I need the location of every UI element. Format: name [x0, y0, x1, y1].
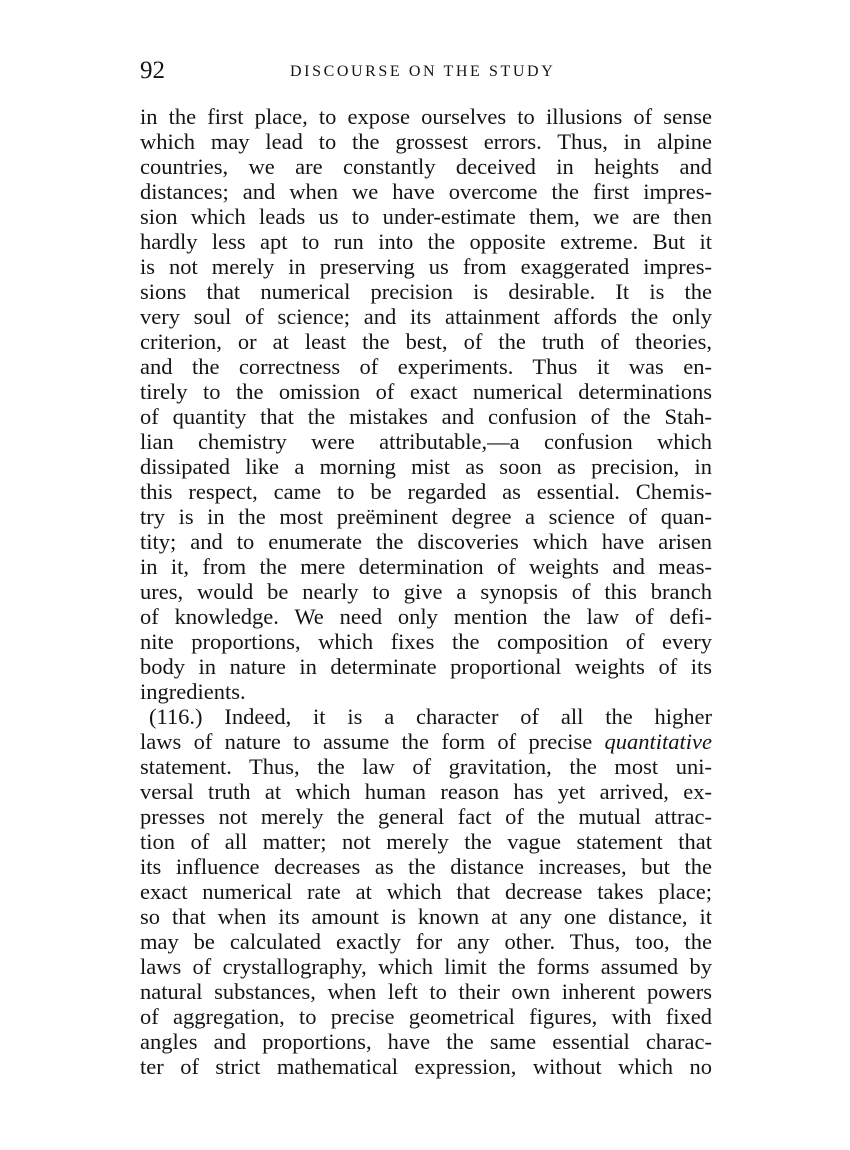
text-line: its influence decreases as the distance increases, but the: [140, 854, 712, 879]
text-line: which may lead to the grossest errors. Thus, in alpine: [140, 129, 712, 154]
text-line-with-italic: [140, 729, 712, 754]
text-line: criterion, or at least the best, of the truth of theories,: [140, 329, 712, 354]
text-line: of aggregation, to precise geometrical figures, with fixed: [140, 1004, 712, 1029]
text-line: ures, would be nearly to give a synopsis of this branch: [140, 579, 712, 604]
text-line: versal truth at which human reason has yet arrived, ex-: [140, 779, 712, 804]
text-line: body in nature in determinate proportional weights of its: [140, 654, 712, 679]
text-line: so that when its amount is known at any one distance, it: [140, 904, 712, 929]
text-line: try is in the most preëminent degree a science of quan-: [140, 504, 712, 529]
text-line: may be calculated exactly for any other. Thus, too, the: [140, 929, 712, 954]
text-line: sions that numerical precision is desirable. It is the: [140, 279, 712, 304]
text-line: very soul of science; and its attainment affords the only: [140, 304, 712, 329]
text-line: dissipated like a morning mist as soon as precision, in: [140, 454, 712, 479]
text-line: natural substances, when left to their own inherent powers: [140, 979, 712, 1004]
text-line: of quantity that the mistakes and confusion of the Stah-: [140, 404, 712, 429]
body-text: [140, 104, 712, 1079]
text-line: angles and proportions, have the same essential charac-: [140, 1029, 712, 1054]
text-line: this respect, came to be regarded as essential. Chemis-: [140, 479, 712, 504]
text-line: of knowledge. We need only mention the law of defi-: [140, 604, 712, 629]
text-line: is not merely in preserving us from exaggerated impres-: [140, 254, 712, 279]
italic-word: quantitative: [604, 729, 712, 754]
text-line: countries, we are constantly deceived in heights and: [140, 154, 712, 179]
text-line: nite proportions, which fixes the composition of every: [140, 629, 712, 654]
text-line: hardly less apt to run into the opposite extreme. But it: [140, 229, 712, 254]
text-line: tion of all matter; not merely the vague statement that: [140, 829, 712, 854]
running-title: DISCOURSE ON THE STUDY: [290, 63, 556, 80]
running-head: [140, 56, 712, 86]
text-line: in the first place, to expose ourselves to illusions of sense: [140, 104, 712, 129]
text-line: distances; and when we have overcome the first impres-: [140, 179, 712, 204]
text-line: and the correctness of experiments. Thus it was en-: [140, 354, 712, 379]
section-116-start-line: (116.) Indeed, it is a character of all the higher: [149, 704, 712, 729]
text-line: laws of crystallography, which limit the forms assumed by: [140, 954, 712, 979]
text-line: tity; and to enumerate the discoveries which have arisen: [140, 529, 712, 554]
text-line: lian chemistry were attributable,—a confusion which: [140, 429, 712, 454]
paragraph-end-line: ingredients.: [140, 679, 246, 704]
text-line: statement. Thus, the law of gravitation, the most uni-: [140, 754, 712, 779]
page-number: 92: [140, 57, 165, 84]
text-line: tirely to the omission of exact numerical determinations: [140, 379, 712, 404]
text-line: sion which leads us to under-estimate them, we are then: [140, 204, 712, 229]
text-line: ter of strict mathematical expression, without which no: [140, 1054, 712, 1079]
text-line: presses not merely the general fact of the mutual attrac-: [140, 804, 712, 829]
text-line: exact numerical rate at which that decrease takes place;: [140, 879, 712, 904]
text-segment: laws of nature to assume the form of precise: [140, 729, 593, 754]
text-line: in it, from the mere determination of weights and meas-: [140, 554, 712, 579]
